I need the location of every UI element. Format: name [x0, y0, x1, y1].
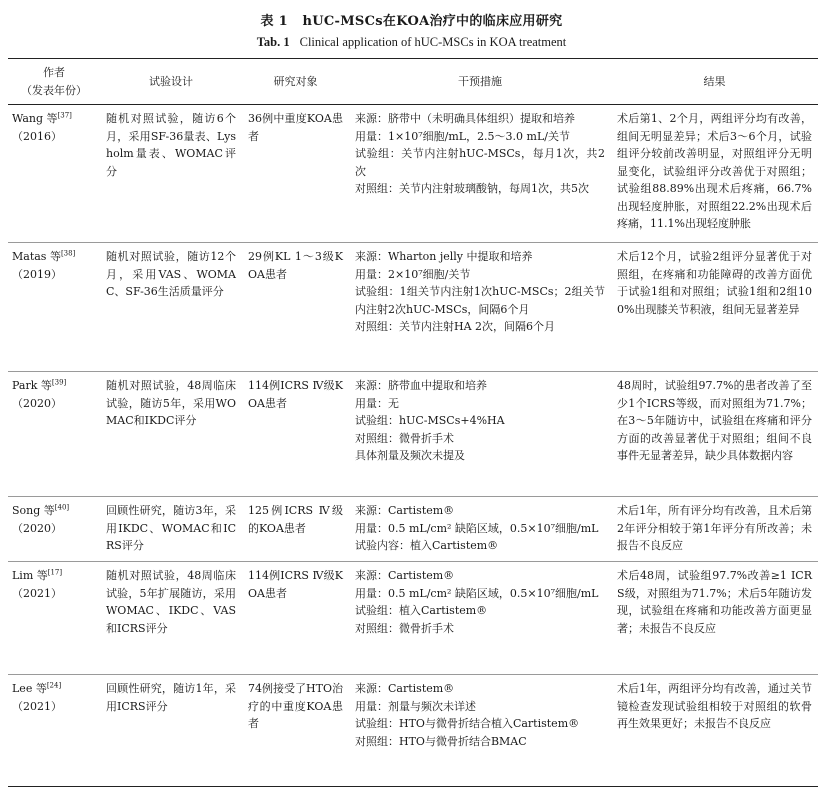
cell-subjects: 74例接受了HTO治疗的中重度KOA患者	[248, 682, 343, 730]
header-design: 试验设计	[149, 74, 193, 88]
cell-intervention: 来源：Cartistem® 用量：0.5 mL/cm² 缺陷区域，0.5×10⁷细胞/mL 试验内容：植入Cartistem®	[355, 504, 599, 552]
table-row	[8, 675, 818, 787]
cell-author: Song 等[40] （2020）	[12, 503, 70, 535]
cell-result: 术后1年，所有评分均有改善，且术后第2年评分相较于第1年评分有所改善；未报告不良反应	[617, 504, 812, 552]
cell-subjects: 125例ICRS Ⅳ级的KOA患者	[248, 504, 343, 535]
cell-design: 回顾性研究，随访1年，采用ICRS评分	[106, 682, 236, 713]
header-subjects: 研究对象	[273, 74, 318, 88]
cell-design: 随机对照试验，48周临床试验，5年扩展随访，采用WOMAC、IKDC、VAS和ICRS评分	[106, 569, 236, 635]
caption-cn-label: 表 1	[260, 14, 289, 29]
cell-author: Matas 等[38] （2019）	[12, 249, 76, 281]
cell-author: Lee 等[24] （2021）	[12, 681, 62, 713]
cell-intervention: 来源：Cartistem® 用量：剂量与频次未详述 试验组：HTO与微骨折结合植入Cartistem® 对照组：HTO与微骨折结合BMAC	[355, 682, 580, 748]
header-result: 结果	[703, 74, 726, 88]
cell-result: 48周时，试验组97.7%的患者改善了至少1个ICRS等级，而对照组为71.7%；在3～5年随访中，试验组在疼痛和评分方面的改善显著优于对照组；组间不良事件无显著差异，缺少具体数据内容	[617, 379, 812, 462]
table-row	[8, 372, 818, 497]
cell-subjects: 29例KL 1～3级KOA患者	[248, 250, 343, 281]
cell-author: Lim 等[17] （2021）	[12, 568, 63, 600]
table-row	[8, 562, 818, 675]
cell-design: 随机对照试验，随访6个月，采用SF-36量表、Lysholm量表、WOMAC评分	[106, 112, 236, 178]
caption-en-title: Clinical application of hUC-MSCs in KOA treatment	[299, 35, 567, 49]
cell-result: 术后第1、2个月，两组评分均有改善，组间无明显差异；术后3～6个月，试验组评分较前改善明显，对照组评分无明显变化，试验组评分改善优于对照组；试验组88.89%出现术后疼痛，66.7%出现轻度肿胀，对照组22.2%出现术后疼痛，11.1%出现轻度肿胀	[617, 112, 812, 230]
cell-result: 术后48周，试验组97.7%改善≥1 ICRS级，对照组为71.7%；术后5年随访发现，试验组在疼痛和功能改善方面更显著；未报告不良反应	[617, 569, 812, 635]
cell-design: 随机对照试验，48周临床试验，随访5年，采用WOMAC和IKDC评分	[106, 379, 236, 427]
cell-author: Wang 等[37] （2016）	[12, 111, 72, 143]
table-header-row	[8, 59, 818, 105]
cell-subjects: 36例中重度KOA患者	[248, 112, 343, 143]
table-caption-en	[0, 35, 823, 50]
cell-design: 随机对照试验，随访12个月，采用VAS、WOMAC、SF-36生活质量评分	[106, 250, 236, 298]
table-row	[8, 497, 818, 562]
table-caption-cn	[0, 10, 823, 29]
cell-subjects: 114例ICRS Ⅳ级KOA患者	[248, 569, 343, 600]
header-author: 作者 （发表年份）	[21, 66, 87, 97]
header-intervention: 干预措施	[458, 74, 502, 88]
cell-design: 回顾性研究，随访3年，采用IKDC、WOMAC和ICRS评分	[106, 504, 236, 552]
cell-intervention: 来源：Wharton jelly 中提取和培养 用量：2×10⁷细胞/关节 试验组：1组关节内注射1次hUC-MSCs；2组关节内注射2次hUC-MSCs，间隔6个月 对照组：关节内注射HA 2次，间隔6个月	[355, 250, 605, 333]
clinical-table	[8, 58, 818, 787]
cell-result: 术后1年，两组评分均有改善，通过关节镜检查发现试验组相较于对照组的软骨再生效果更好；未报告不良反应	[617, 682, 812, 730]
caption-en-label: Tab. 1	[256, 35, 290, 49]
cell-intervention: 来源：脐带中（未明确具体组织）提取和培养 用量：1×10⁷细胞/mL，2.5～3.0 mL/关节 试验组：关节内注射hUC-MSCs，每月1次，共2次 对照组：关节内注射玻璃酸钠，每周1次，共5次	[355, 112, 605, 195]
caption-cn-title: hUC-MSCs在KOA治疗中的临床应用研究	[302, 14, 563, 29]
table-row	[8, 105, 818, 243]
cell-intervention: 来源：脐带血中提取和培养 用量：无 试验组：hUC-MSCs+4%HA 对照组：微骨折手术 具体剂量及频次未提及	[355, 379, 505, 462]
cell-result: 术后12个月，试验2组评分显著优于对照组，在疼痛和功能障碍的改善方面优于试验1组和对照组；试验1组和2组100%出现膝关节积液，组间无显著差异	[617, 250, 812, 316]
cell-author: Park 等[39] （2020）	[12, 378, 67, 410]
cell-intervention: 来源：Cartistem® 用量：0.5 mL/cm² 缺陷区域，0.5×10⁷细胞/mL 试验组：植入Cartistem® 对照组：微骨折手术	[355, 569, 599, 635]
cell-subjects: 114例ICRS Ⅳ级KOA患者	[248, 379, 343, 410]
table-row	[8, 243, 818, 372]
